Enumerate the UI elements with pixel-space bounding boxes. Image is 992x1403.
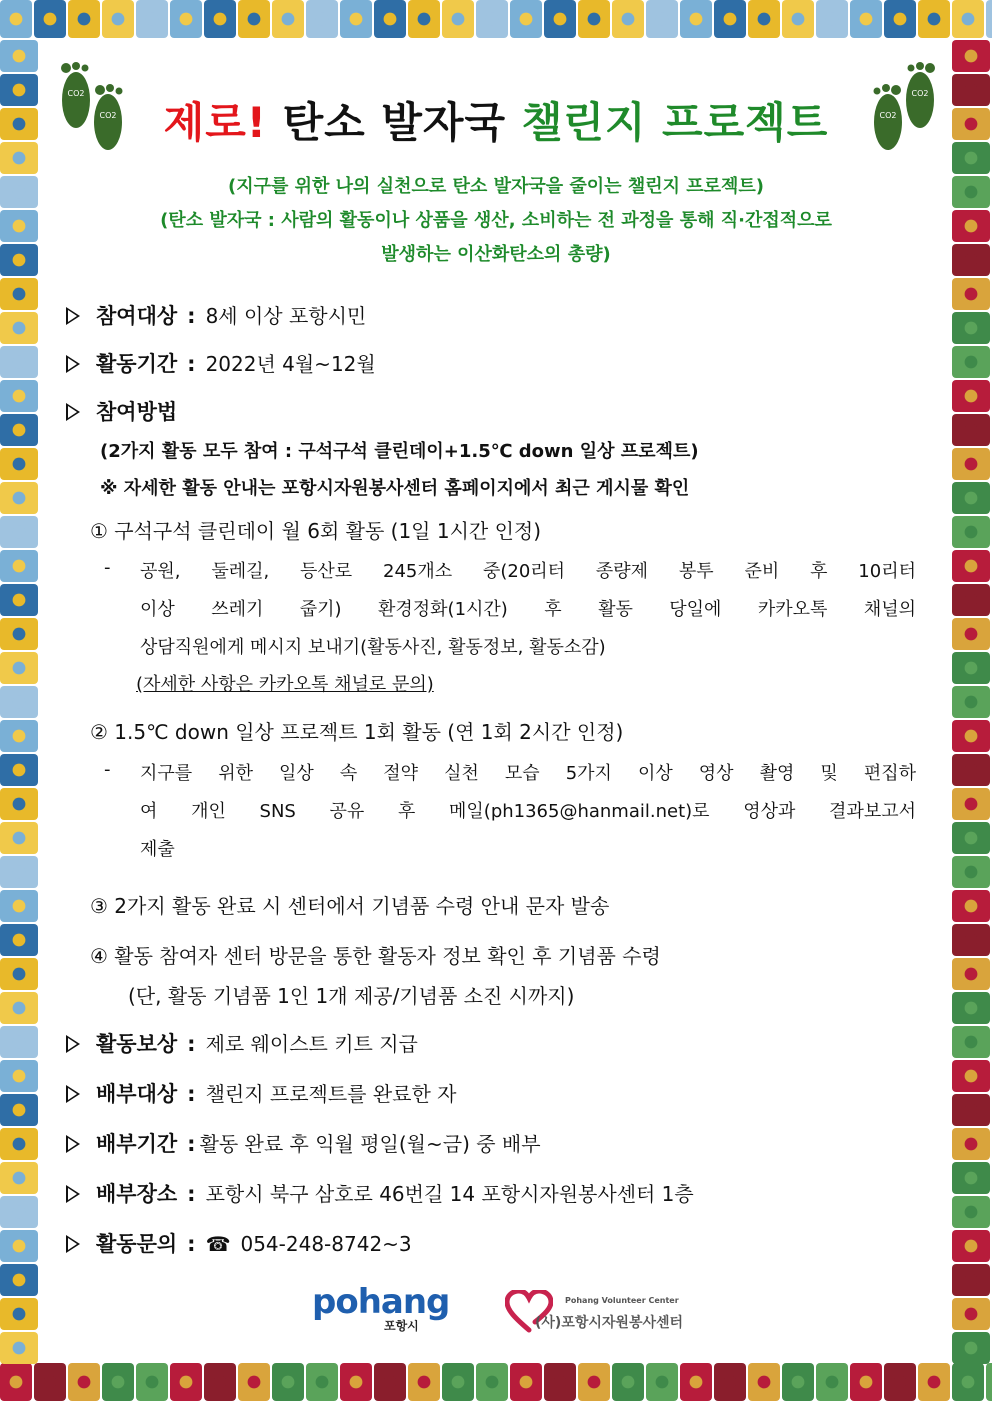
puzzle-knob xyxy=(965,458,978,471)
puzzle-knob xyxy=(13,356,26,369)
puzzle-knob xyxy=(13,628,26,641)
puzzle-knob xyxy=(316,13,329,26)
puzzle-knob xyxy=(965,1036,978,1049)
section-dist-place: 배부장소 : 포항시 북구 삼호로 46번길 14 포항시자원봉사센터 1층 xyxy=(66,1178,694,1208)
puzzle-knob xyxy=(520,13,533,26)
puzzle-knob xyxy=(13,866,26,879)
puzzle-knob xyxy=(13,1070,26,1083)
section-target-value: 8세 이상 포항시민 xyxy=(205,304,367,328)
puzzle-knob xyxy=(928,1376,941,1389)
title-part-zero: 제로! xyxy=(163,98,267,147)
puzzle-knob xyxy=(418,1376,431,1389)
puzzle-knob xyxy=(282,13,295,26)
puzzle-knob xyxy=(965,1172,978,1185)
volunteer-center-logo xyxy=(505,1288,684,1336)
puzzle-knob xyxy=(13,730,26,743)
puzzle-knob xyxy=(965,560,978,573)
subtitle-line-1: (지구를 위한 나의 실천으로 탄소 발자국을 줄이는 챌린지 프로젝트) xyxy=(227,176,765,197)
section-dist-place-value: 포항시 북구 삼호로 46번길 14 포항시자원봉사센터 1층 xyxy=(205,1182,694,1206)
puzzle-knob xyxy=(13,764,26,777)
puzzle-knob xyxy=(860,1376,873,1389)
puzzle-knob xyxy=(13,934,26,947)
puzzle-piece xyxy=(986,1363,992,1401)
puzzle-knob xyxy=(690,13,703,26)
puzzle-knob xyxy=(13,1308,26,1321)
puzzle-knob xyxy=(758,1376,771,1389)
puzzle-knob xyxy=(894,1376,907,1389)
puzzle-knob xyxy=(965,662,978,675)
puzzle-knob xyxy=(690,1376,703,1389)
method-note-1: (2가지 활동 모두 참여 : 구석구석 클린데이+1.5℃ down 일상 프로젝트) xyxy=(100,441,699,462)
puzzle-knob xyxy=(350,13,363,26)
puzzle-knob xyxy=(965,730,978,743)
item-2-detail-line-2: 여 개인 SNS 공유 후 메일(ph1365@hanmail.net)로 영상과 결과보고서 xyxy=(140,801,916,822)
puzzle-knob xyxy=(792,13,805,26)
triangle-bullet-icon xyxy=(66,1085,80,1103)
section-method-label: 참여방법 xyxy=(96,400,178,424)
puzzle-knob xyxy=(13,798,26,811)
section-target-label: 참여대상 xyxy=(96,304,178,328)
section-contact: 활동문의 : ☎ 054-248-8742~3 xyxy=(66,1228,412,1258)
puzzle-knob xyxy=(588,1376,601,1389)
puzzle-knob xyxy=(13,1036,26,1049)
puzzle-knob xyxy=(486,1376,499,1389)
footprint-left-badge-1: CO2 xyxy=(67,89,85,98)
section-period-label: 활동기간 xyxy=(96,352,178,376)
puzzle-knob xyxy=(965,288,978,301)
puzzle-knob xyxy=(965,1104,978,1117)
puzzle-knob xyxy=(965,934,978,947)
puzzle-knob xyxy=(350,1376,363,1389)
puzzle-knob xyxy=(965,798,978,811)
volunteer-center-ko: (사)포항시자원봉사센터 xyxy=(535,1315,684,1331)
puzzle-knob xyxy=(146,1376,159,1389)
puzzle-knob xyxy=(13,526,26,539)
item-2-detail-line-3: 제출 xyxy=(140,839,175,860)
item-4-heading: ④ 활동 참여자 센터 방문을 통한 활동자 정보 확인 후 기념품 수령 xyxy=(90,944,661,968)
triangle-bullet-icon xyxy=(66,1235,80,1253)
puzzle-knob xyxy=(13,1002,26,1015)
item-2-heading: ② 1.5℃ down 일상 프로젝트 1회 활동 (연 1회 2시간 인정) xyxy=(90,720,624,744)
puzzle-knob xyxy=(792,1376,805,1389)
puzzle-knob xyxy=(13,322,26,335)
title-part-challenge: 챌린지 프로젝트 xyxy=(521,98,829,147)
puzzle-knob xyxy=(13,458,26,471)
triangle-bullet-icon xyxy=(66,1135,80,1153)
puzzle-knob xyxy=(928,13,941,26)
item-1-detail-line-3: 상담직원에게 메시지 보내기(활동사진, 활동정보, 활동소감) xyxy=(140,637,606,658)
puzzle-knob xyxy=(180,1376,193,1389)
puzzle-knob xyxy=(384,13,397,26)
section-reward-label: 활동보상 xyxy=(96,1032,178,1056)
contact-phone-number: 054-248-8742~3 xyxy=(240,1232,412,1256)
phone-icon: ☎ xyxy=(205,1232,231,1256)
puzzle-knob xyxy=(656,13,669,26)
puzzle-knob xyxy=(316,1376,329,1389)
puzzle-knob xyxy=(44,1376,57,1389)
puzzle-knob xyxy=(13,1342,26,1355)
item-2-detail-line-1: 지구를 위한 일상 속 절약 실천 모습 5가지 이상 영상 촬영 및 편집하 xyxy=(140,763,916,784)
page-title xyxy=(0,90,992,150)
pohang-city-logo xyxy=(312,1282,452,1335)
section-dist-target-value: 챌린지 프로젝트를 완료한 자 xyxy=(205,1082,457,1106)
puzzle-knob xyxy=(965,628,978,641)
section-reward-value: 제로 웨이스트 키트 지급 xyxy=(205,1032,418,1056)
puzzle-knob xyxy=(13,50,26,63)
section-period: 활동기간 : 2022년 4월~12월 xyxy=(66,348,376,378)
puzzle-knob xyxy=(418,13,431,26)
puzzle-knob xyxy=(13,1206,26,1219)
puzzle-knob xyxy=(13,1138,26,1151)
puzzle-knob xyxy=(965,696,978,709)
section-reward: 활동보상 : 제로 웨이스트 키트 지급 xyxy=(66,1028,418,1058)
puzzle-knob xyxy=(962,13,975,26)
volunteer-center-en: Pohang Volunteer Center xyxy=(565,1296,679,1305)
puzzle-knob xyxy=(13,492,26,505)
puzzle-knob xyxy=(112,1376,125,1389)
puzzle-knob xyxy=(965,1138,978,1151)
item-1-heading: ① 구석구석 클린데이 월 6회 활동 (1일 1시간 인정) xyxy=(90,519,542,543)
puzzle-knob xyxy=(656,1376,669,1389)
section-method xyxy=(66,396,177,426)
puzzle-knob xyxy=(13,832,26,845)
puzzle-knob xyxy=(554,13,567,26)
subtitle-line-3: 발생하는 이산화탄소의 총량) xyxy=(381,244,611,265)
puzzle-knob xyxy=(965,1308,978,1321)
puzzle-knob xyxy=(13,1240,26,1253)
puzzle-knob xyxy=(965,764,978,777)
item-1-detail-line-2: 이상 쓰레기 줍기) 환경정화(1시간) 후 활동 당일에 카카오톡 채널의 xyxy=(140,599,916,620)
puzzle-knob xyxy=(78,1376,91,1389)
puzzle-knob xyxy=(146,13,159,26)
puzzle-knob xyxy=(112,13,125,26)
section-dist-period-label: 배부기간 xyxy=(96,1132,178,1156)
puzzle-knob xyxy=(962,1376,975,1389)
puzzle-knob xyxy=(826,1376,839,1389)
puzzle-knob xyxy=(965,322,978,335)
puzzle-knob xyxy=(44,13,57,26)
puzzle-knob xyxy=(826,13,839,26)
puzzle-knob xyxy=(965,1342,978,1355)
item-2-dash: - xyxy=(104,759,111,780)
puzzle-knob xyxy=(248,1376,261,1389)
section-dist-place-label: 배부장소 xyxy=(96,1182,178,1206)
puzzle-piece xyxy=(986,0,992,38)
puzzle-knob xyxy=(965,1206,978,1219)
puzzle-knob xyxy=(78,13,91,26)
section-dist-period-value: 활동 완료 후 익월 평일(월~금) 중 배부 xyxy=(199,1132,541,1156)
puzzle-knob xyxy=(13,288,26,301)
puzzle-knob xyxy=(10,13,23,26)
puzzle-knob xyxy=(965,832,978,845)
puzzle-knob xyxy=(13,662,26,675)
puzzle-knob xyxy=(10,1376,23,1389)
triangle-bullet-icon xyxy=(66,355,80,373)
puzzle-knob xyxy=(965,594,978,607)
puzzle-knob xyxy=(214,1376,227,1389)
puzzle-knob xyxy=(965,152,978,165)
pohang-logo-korean: 포항시 xyxy=(384,1319,419,1333)
subtitle-line-2: (탄소 발자국 : 사람의 활동이나 상품을 생산, 소비하는 전 과정을 통해 직·간접적으로 xyxy=(160,210,832,231)
puzzle-knob xyxy=(180,13,193,26)
puzzle-knob xyxy=(965,424,978,437)
triangle-bullet-icon xyxy=(66,307,80,325)
triangle-bullet-icon xyxy=(66,1035,80,1053)
puzzle-knob xyxy=(965,356,978,369)
puzzle-knob xyxy=(486,13,499,26)
puzzle-knob xyxy=(282,1376,295,1389)
method-note-2: ※ 자세한 활동 안내는 포항시자원봉사센터 홈페이지에서 최근 게시물 확인 xyxy=(100,478,690,499)
title-part-carbon: 탄소 발자국 xyxy=(282,98,507,147)
puzzle-knob xyxy=(13,968,26,981)
puzzle-knob xyxy=(13,424,26,437)
triangle-bullet-icon xyxy=(66,1185,80,1203)
page-content-area xyxy=(42,40,950,1360)
puzzle-knob xyxy=(965,968,978,981)
puzzle-knob xyxy=(622,1376,635,1389)
puzzle-knob xyxy=(860,13,873,26)
puzzle-knob xyxy=(965,1070,978,1083)
puzzle-knob xyxy=(965,50,978,63)
section-dist-target: 배부대상 : 챌린지 프로젝트를 완료한 자 xyxy=(66,1078,456,1108)
puzzle-knob xyxy=(452,1376,465,1389)
puzzle-knob xyxy=(13,594,26,607)
section-target: 참여대상 : 8세 이상 포항시민 xyxy=(66,300,366,330)
puzzle-knob xyxy=(965,526,978,539)
puzzle-knob xyxy=(13,1274,26,1287)
item-1-dash: - xyxy=(104,557,111,578)
item-1-detail-line-1: 공원, 둘레길, 등산로 245개소 중(20리터 종량제 봉투 준비 후 10리터 xyxy=(140,561,916,582)
puzzle-knob xyxy=(965,1002,978,1015)
puzzle-knob xyxy=(965,1240,978,1253)
section-contact-label: 활동문의 xyxy=(96,1232,178,1256)
section-dist-target-label: 배부대상 xyxy=(96,1082,178,1106)
puzzle-knob xyxy=(384,1376,397,1389)
puzzle-knob xyxy=(965,900,978,913)
puzzle-knob xyxy=(452,13,465,26)
puzzle-knob xyxy=(588,13,601,26)
puzzle-knob xyxy=(894,13,907,26)
puzzle-knob xyxy=(965,390,978,403)
footprint-right-badge-1: CO2 xyxy=(911,89,929,98)
puzzle-knob xyxy=(724,1376,737,1389)
puzzle-knob xyxy=(214,13,227,26)
pohang-logo-wordmark: pohang xyxy=(312,1282,450,1322)
triangle-bullet-icon xyxy=(66,403,80,421)
item-1-note: (자세한 사항은 카카오톡 채널로 문의) xyxy=(136,674,434,695)
footprint-right-badge-2: CO2 xyxy=(879,111,897,120)
puzzle-knob xyxy=(248,13,261,26)
item-3-heading: ③ 2가지 활동 완료 시 센터에서 기념품 수령 안내 문자 발송 xyxy=(90,894,610,918)
puzzle-knob xyxy=(965,1274,978,1287)
puzzle-knob xyxy=(13,1104,26,1117)
section-period-value: 2022년 4월~12월 xyxy=(205,352,376,376)
puzzle-knob xyxy=(520,1376,533,1389)
puzzle-knob xyxy=(965,866,978,879)
item-4-note: (단, 활동 기념품 1인 1개 제공/기념품 소진 시까지) xyxy=(128,984,575,1008)
puzzle-knob xyxy=(13,152,26,165)
puzzle-knob xyxy=(13,390,26,403)
puzzle-knob xyxy=(965,492,978,505)
puzzle-knob xyxy=(622,13,635,26)
puzzle-knob xyxy=(13,560,26,573)
puzzle-knob xyxy=(13,900,26,913)
puzzle-knob xyxy=(13,1172,26,1185)
puzzle-knob xyxy=(554,1376,567,1389)
puzzle-knob xyxy=(724,13,737,26)
puzzle-knob xyxy=(758,13,771,26)
footprint-left-badge-2: CO2 xyxy=(99,111,117,120)
puzzle-knob xyxy=(13,696,26,709)
section-dist-period: 배부기간 : 활동 완료 후 익월 평일(월~금) 중 배부 xyxy=(66,1128,541,1158)
